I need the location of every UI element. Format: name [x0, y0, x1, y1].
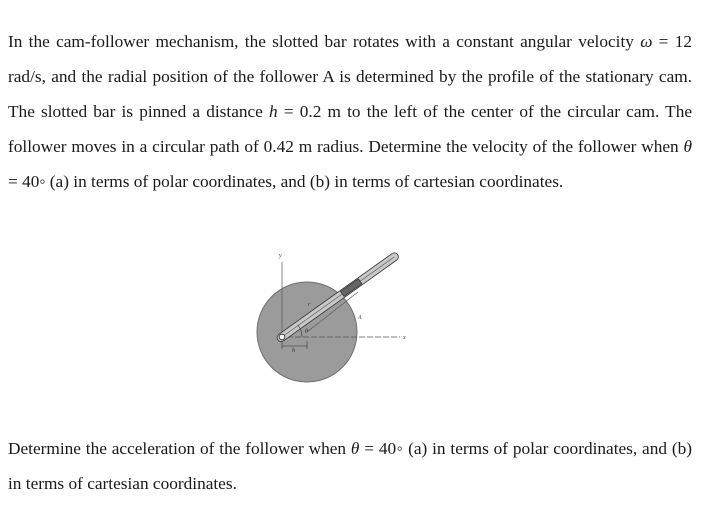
label-theta: θ — [305, 329, 308, 335]
label-A: A — [358, 315, 362, 321]
theta-symbol: θ — [350, 439, 360, 458]
omega-symbol: ω — [640, 32, 653, 51]
label-r: r — [308, 302, 311, 308]
label-x: x — [403, 335, 406, 341]
problem-text-b: = 12 rad/s, and the radial position of the follower A is determined by the profile of the stationary cam. The slotted bar is pinned a distance — [8, 32, 692, 121]
theta-symbol: θ — [683, 137, 692, 156]
problem-text-a: In the cam-follower mechanism, the slotted bar rotates with a constant angular velocity — [8, 32, 641, 51]
pivot-pin — [279, 334, 285, 340]
problem-statement — [8, 24, 692, 199]
label-h: h — [292, 348, 295, 354]
follow-up-question — [8, 431, 692, 501]
question-text-b: = 40◦ (a) in terms of polar coordinates, and (b) in terms of cartesian coordinates. — [8, 439, 692, 493]
question-text-a: Determine the acceleration of the follower when — [8, 439, 351, 458]
label-y: y — [279, 253, 282, 259]
cam-follower-figure — [250, 248, 420, 398]
problem-text-d: = 40◦ (a) in terms of polar coordinates, and (b) in terms of cartesian coordinates. — [8, 172, 564, 191]
problem-text-c: = 0.2 m to the left of the center of the circular cam. The follower moves in a circular path of 0.42 m radius. Determine the velocity of the follower when — [8, 102, 693, 156]
cam-follower-diagram — [250, 248, 420, 398]
h-symbol: h — [269, 102, 278, 121]
